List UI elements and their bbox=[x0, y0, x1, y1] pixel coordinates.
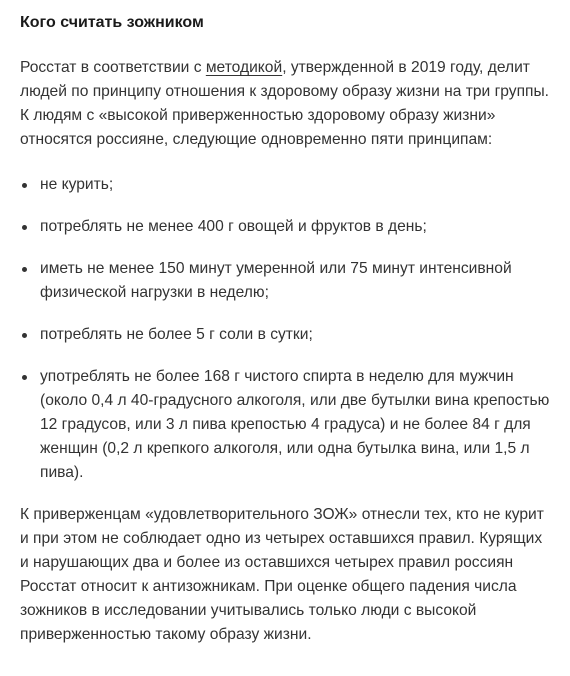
conclusion-paragraph: К приверженцам «удовлетворительного ЗОЖ» отнесли тех, кто не курит и при этом не соблюдает одно из четырех оставшихся правил. Курящих и нарушающих два и более из оставшихся четырех правил россиян Росстат относит к антизожникам. При оценке общего падения числа зожников в исследовании учитывались только люди с высокой приверженностью такому образу жизни. bbox=[20, 506, 544, 643]
list-item: иметь не менее 150 минут умеренной или 75 минут интенсивной физической нагрузки в неделю; bbox=[20, 257, 550, 305]
list-item: потреблять не более 5 г соли в сутки; bbox=[20, 323, 550, 347]
list-item: потреблять не менее 400 г овощей и фруктов в день; bbox=[20, 215, 550, 239]
list-item: не курить; bbox=[20, 173, 550, 197]
intro-paragraph bbox=[20, 56, 550, 152]
intro-text-before-link: Росстат в соответствии с bbox=[20, 59, 206, 76]
principles-list bbox=[20, 173, 550, 485]
section-heading: Кого считать зожником bbox=[20, 14, 204, 31]
intro-text-after-link: , утвержденной в 2019 году, делит людей по принципу отношения к здоровому образу жизни на три группы. К людям с «высокой приверженностью здоровому образу жизни» относятся россияне, следующие одновременно пяти принципам: bbox=[20, 59, 549, 148]
methodology-link[interactable]: методикой bbox=[205, 59, 283, 76]
list-item: употреблять не более 168 г чистого спирта в неделю для мужчин (около 0,4 л 40-градусного алкоголя, или две бутылки вина крепостью 12 градусов, или 3 л пива крепостью 4 градуса) и не более 84 г для женщин (0,2 л крепкого алкоголя, или одна бутылка вина, или 1,5 л пива). bbox=[20, 365, 550, 485]
